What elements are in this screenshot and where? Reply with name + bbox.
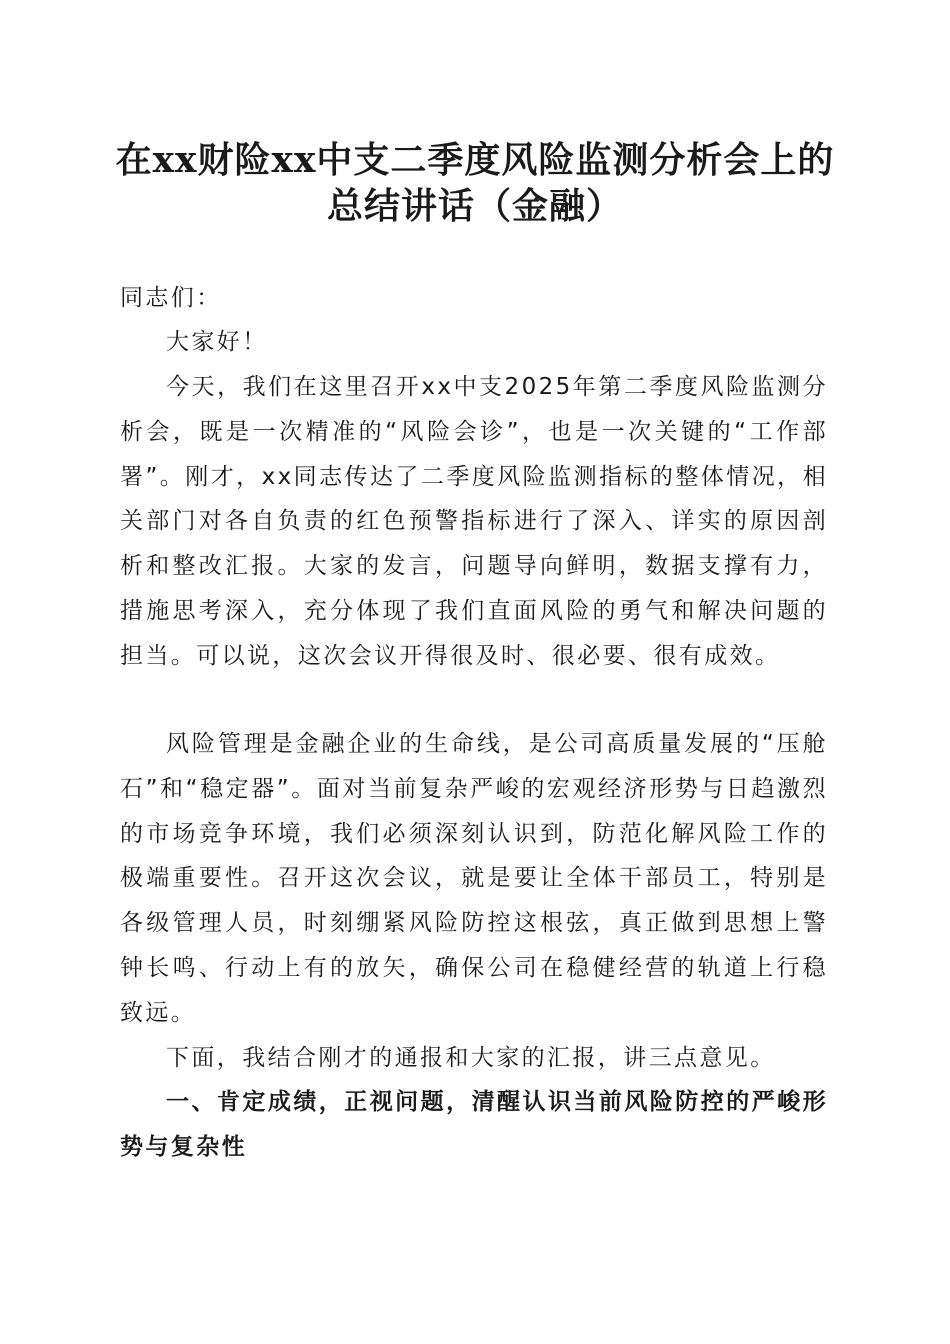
paragraph-risk-management: 风险管理是金融企业的生命线，是公司高质量发展的“压舱石”和“稳定器”。面对当前复杂严峻的宏观经济形势与日趋激烈的市场竞争环境，我们必须深刻认识到，防范化解风险工作的极端重要性。召开这次会议，就是要让全体干部员工，特别是各级管理人员，时刻绷紧风险防控这根弦，真正做到思想上警钟长鸣、行动上有的放矢，确保公司在稳健经营的轨道上行稳致远。 <box>120 731 828 1026</box>
salutation: 同志们： <box>120 285 222 311</box>
section-heading-1: 一、肯定成绩，正视问题，清醒认识当前风险防控的严峻形势与复杂性 <box>120 1089 828 1160</box>
document-title-line-2: 总结讲话（金融） <box>326 185 623 227</box>
greeting: 大家好！ <box>166 329 268 355</box>
paragraph-opening: 今天，我们在这里召开xx中支2025年第二季度风险监测分析会，既是一次精准的“风险会诊”，也是一次关键的“工作部署”。刚才，xx同志传达了二季度风险监测指标的整体情况，相关部门对各自负责的红色预警指标进行了深入、详实的原因剖析和整改汇报。大家的发言，问题导向鲜明，数据支撑有力，措施思考深入，充分体现了我们直面风险的勇气和解决问题的担当。可以说，这次会议开得很及时、很必要、很有成效。 <box>120 374 828 669</box>
paragraph-transition: 下面，我结合刚才的通报和大家的汇报，讲三点意见。 <box>166 1045 776 1071</box>
document-title-line-1: 在xx财险xx中支二季度风险监测分析会上的 <box>115 139 835 181</box>
